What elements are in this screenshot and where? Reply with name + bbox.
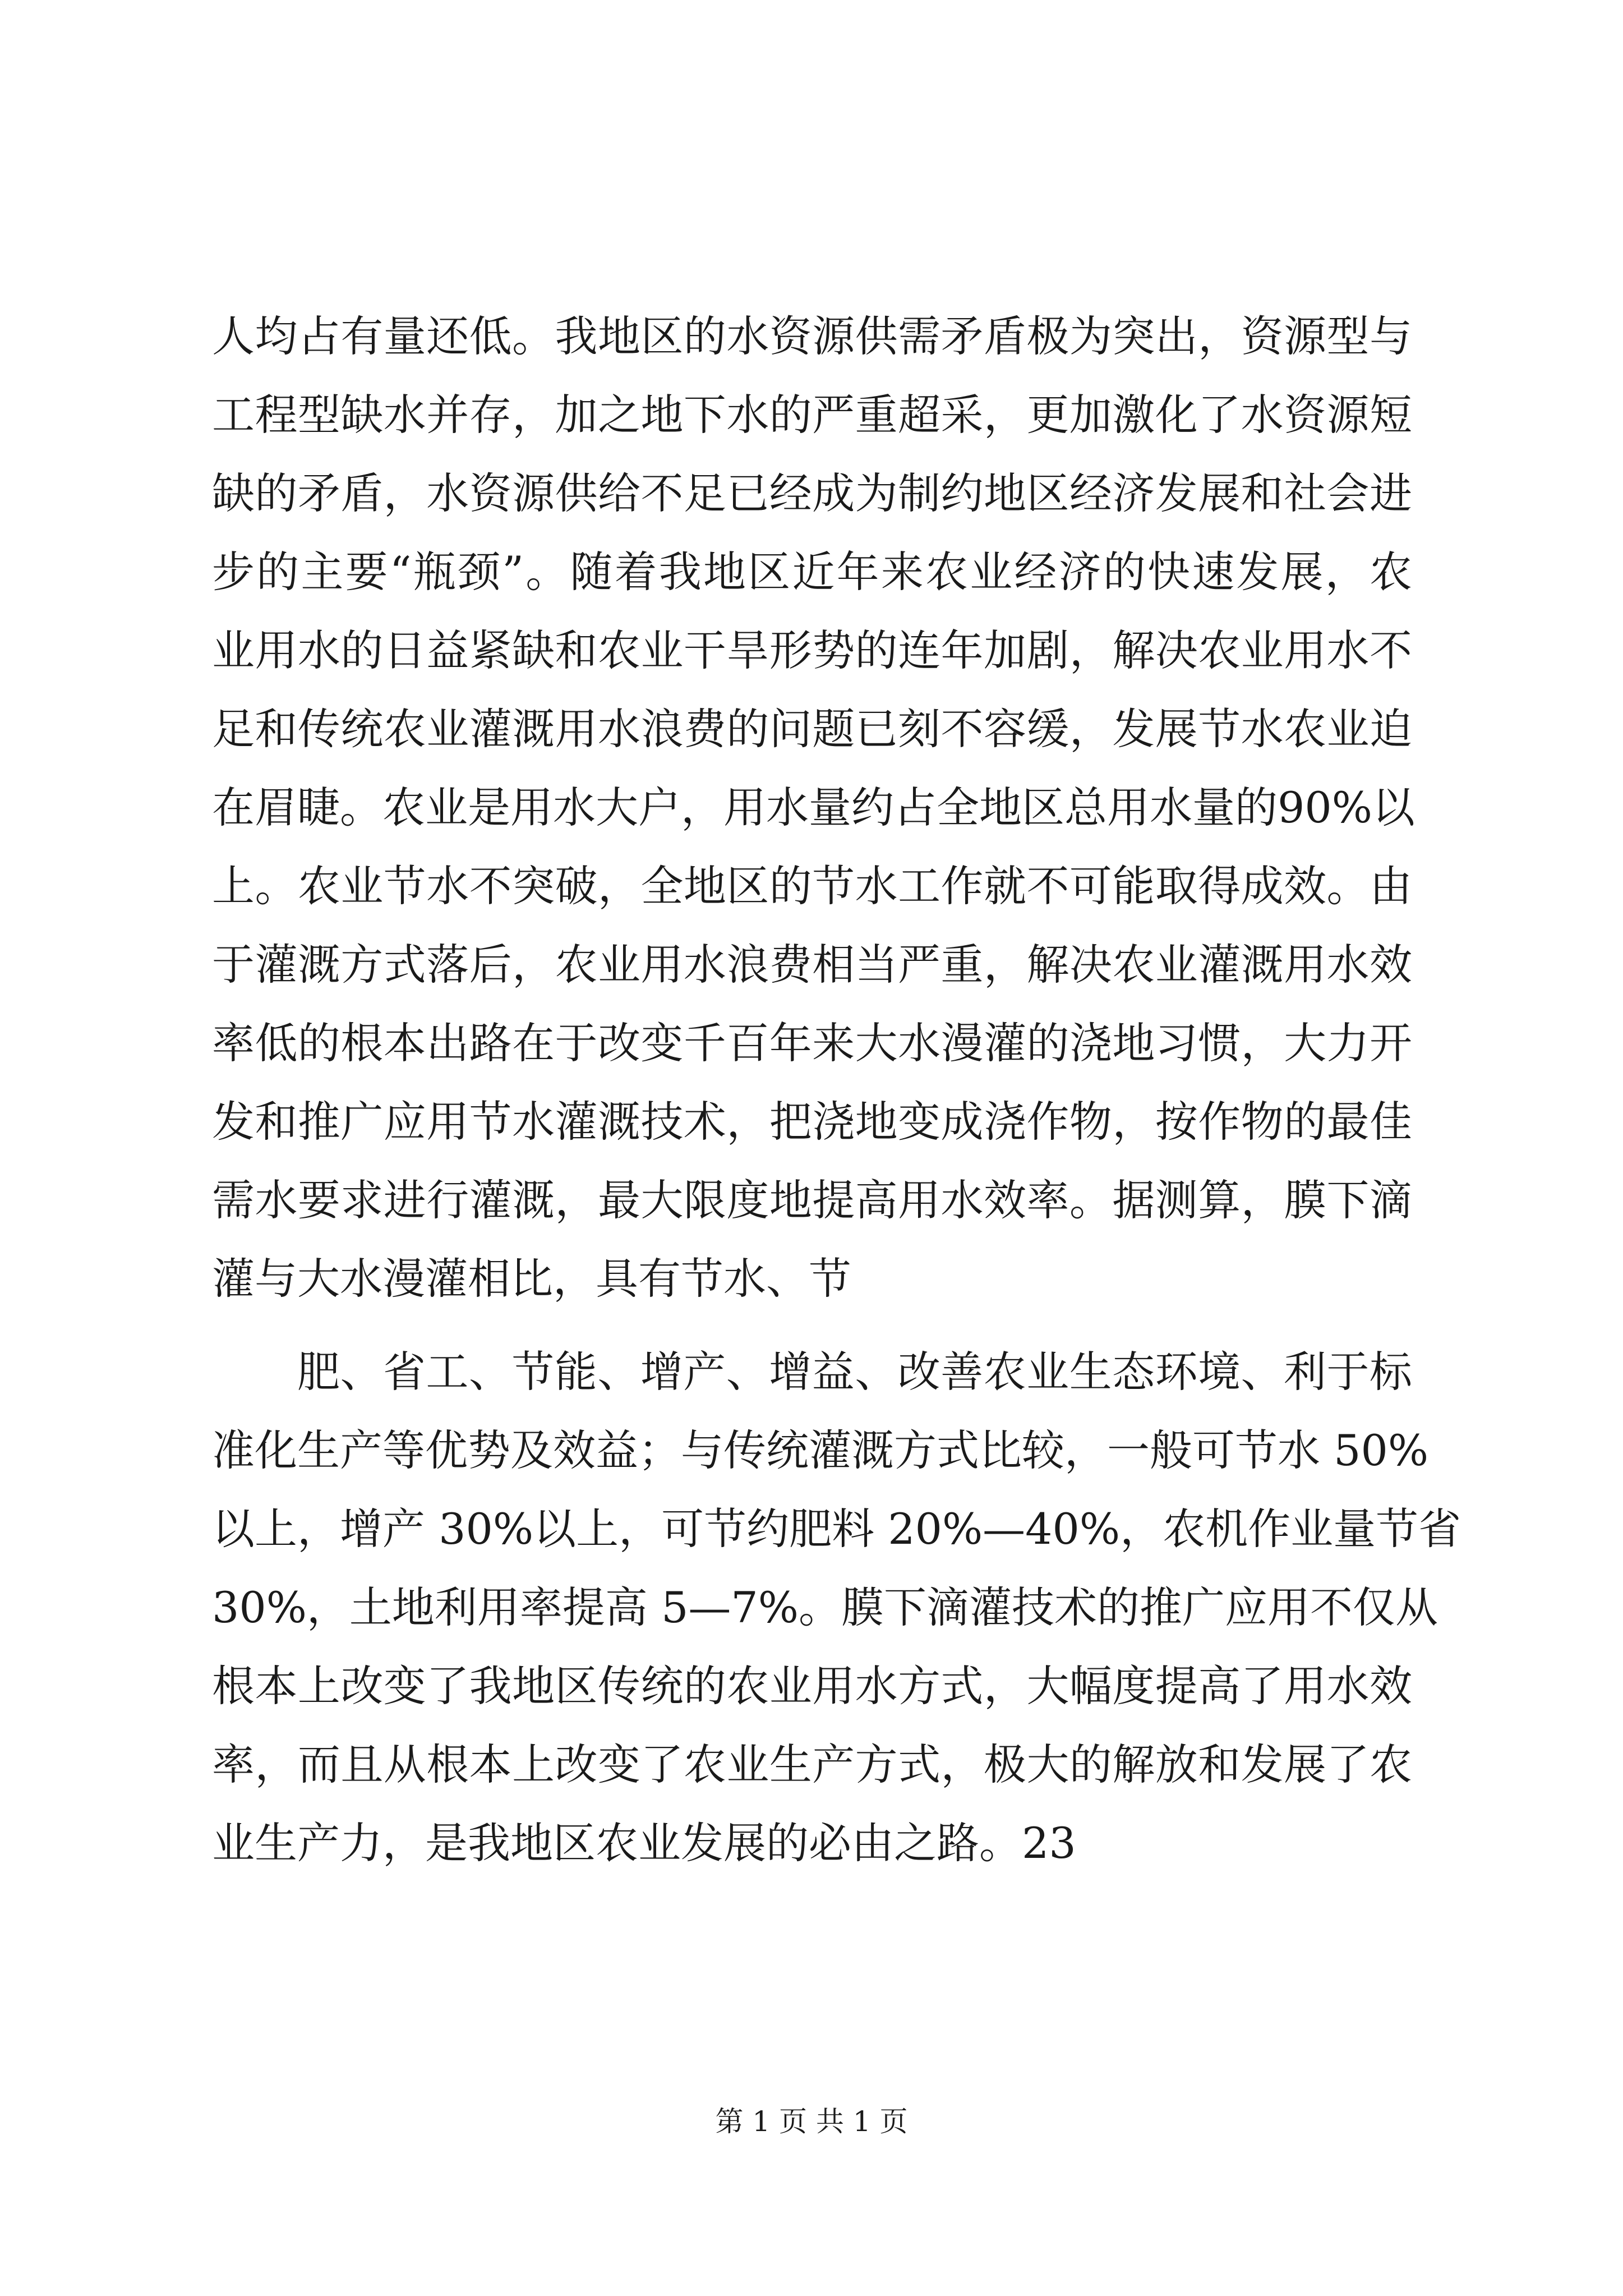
page-number: 第 1 页 共 1 页 — [715, 2105, 908, 2138]
text-line: 率低的根本出路在于改变千百年来大水漫灌的浇地习惯，大力开 — [212, 1018, 1412, 1068]
text-line: 在眉睫。农业是用水大户，用水量约占全地区总用水量的90%以 — [212, 783, 1415, 832]
text-line: 上。农业节水不突破，全地区的节水工作就不可能取得成效。由 — [212, 861, 1412, 911]
text-line: 根本上改变了我地区传统的农业用水方式，大幅度提高了用水效 — [212, 1661, 1412, 1711]
text-line: 肥、省工、节能、增产、增益、改善农业生态环境、利于标 — [297, 1347, 1412, 1397]
text-line: 以上，增产 30%以上，可节约肥料 20%—40%，农机作业量节省 — [212, 1504, 1461, 1554]
page-footer — [0, 2105, 1623, 2138]
text-line: 准化生产等优势及效益；与传统灌溉方式比较，一般可节水 50% — [212, 1425, 1429, 1475]
paragraph-2 — [212, 1333, 1461, 1883]
text-line: 灌与大水漫灌相比，具有节水、节 — [212, 1254, 851, 1304]
text-line: 于灌溉方式落后，农业用水浪费相当严重，解决农业灌溉用水效 — [212, 940, 1412, 990]
text-line: 30%，土地利用率提高 5—7%。膜下滴灌技术的推广应用不仅从 — [212, 1582, 1438, 1632]
text-line: 缺的矛盾，水资源供给不足已经成为制约地区经济发展和社会进 — [212, 468, 1412, 518]
text-line: 业生产力，是我地区农业发展的必由之路。23 — [212, 1818, 1076, 1868]
text-line: 工程型缺水并存，加之地下水的严重超采，更加激化了水资源短 — [212, 390, 1412, 440]
text-line: 业用水的日益紧缺和农业干旱形势的连年加剧，解决农业用水不 — [212, 625, 1412, 675]
text-line: 人均占有量还低。我地区的水资源供需矛盾极为突出，资源型与 — [212, 311, 1412, 361]
document-body — [212, 297, 1461, 1883]
text-line: 需水要求进行灌溉，最大限度地提高用水效率。据测算，膜下滴 — [212, 1175, 1412, 1225]
text-line: 率，而且从根本上改变了农业生产方式，极大的解放和发展了农 — [212, 1740, 1412, 1789]
text-line: 步的主要“瓶颈”。随着我地区近年来农业经济的快速发展，农 — [212, 547, 1412, 597]
paragraph-1 — [212, 297, 1415, 1318]
text-line: 足和传统农业灌溉用水浪费的问题已刻不容缓，发展节水农业迫 — [212, 704, 1412, 754]
text-line: 发和推广应用节水灌溉技术，把浇地变成浇作物，按作物的最佳 — [212, 1097, 1412, 1147]
